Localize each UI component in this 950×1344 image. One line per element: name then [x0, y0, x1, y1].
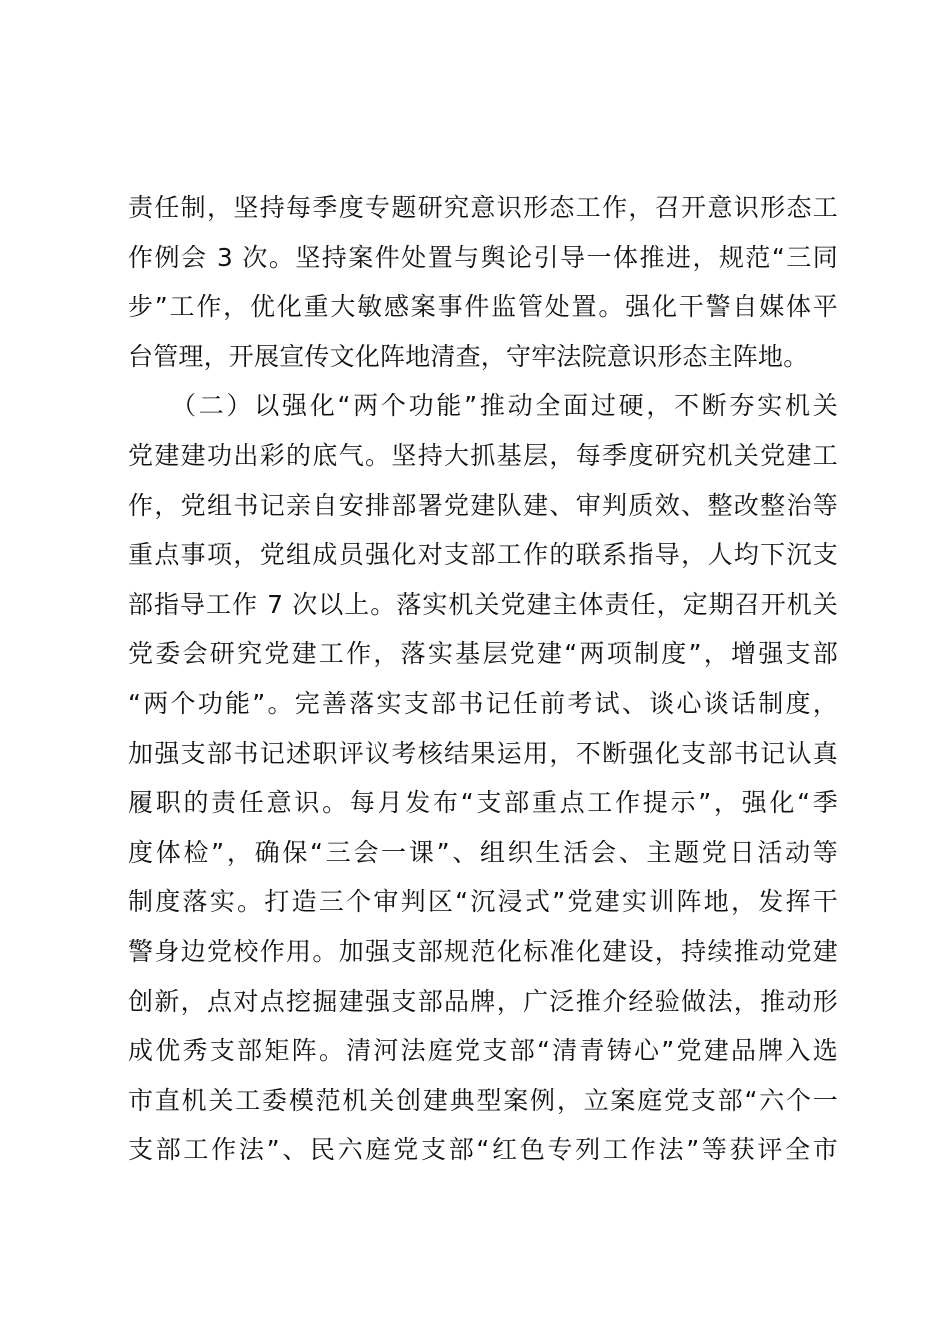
text-line: 党委会研究党建工作，落实基层党建“两项制度”，增强支部 [128, 639, 838, 669]
text-line: 党建建功出彩的底气。坚持大抓基层，每季度研究机关党建工 [128, 440, 838, 470]
text-line: 步”工作，优化重大敏感案事件监管处置。强化干警自媒体平 [128, 292, 838, 322]
text-line: 市直机关工委模范机关创建典型案例，立案庭党支部“六个一 [128, 1085, 838, 1115]
text-line: 加强支部书记述职评议考核结果运用，不断强化支部书记认真 [128, 738, 838, 768]
text-line: 重点事项，党组成员强化对支部工作的联系指导，人均下沉支 [128, 540, 838, 570]
text-line: 度体检”，确保“三会一课”、组织生活会、主题党日活动等 [128, 837, 838, 867]
text-line: 制度落实。打造三个审判区“沉浸式”党建实训阵地，发挥干 [128, 887, 838, 917]
text-line: 台管理，开展宣传文化阵地清查，守牢法院意识形态主阵地。 [128, 341, 809, 371]
text-line: 警身边党校作用。加强支部规范化标准化建设，持续推动党建 [128, 936, 838, 966]
text-line: “两个功能”。完善落实支部书记任前考试、谈心谈话制度， [128, 688, 838, 718]
section-heading-line: （二）以强化“两个功能”推动全面过硬，不断夯实机关 [128, 391, 838, 421]
text-line: 作例会 3 次。坚持案件处置与舆论引导一体推进，规范“三同 [128, 242, 838, 272]
text-line: 履职的责任意识。每月发布“支部重点工作提示”，强化“季 [128, 788, 838, 818]
text-line: 作，党组书记亲自安排部署党建队建、审判质效、整改整治等 [128, 490, 838, 520]
text-line: 责任制，坚持每季度专题研究意识形态工作，召开意识形态工 [128, 193, 838, 222]
text-line: 创新，点对点挖掘建强支部品牌，广泛推介经验做法，推动形 [128, 986, 838, 1016]
text-line: 成优秀支部矩阵。清河法庭党支部“清青铸心”党建品牌入选 [128, 1036, 838, 1066]
body-text [128, 183, 838, 1175]
text-line: 部指导工作 7 次以上。落实机关党建主体责任，定期召开机关 [128, 589, 838, 619]
text-line: 支部工作法”、民六庭党支部“红色专列工作法”等获评全市 [128, 1135, 838, 1165]
